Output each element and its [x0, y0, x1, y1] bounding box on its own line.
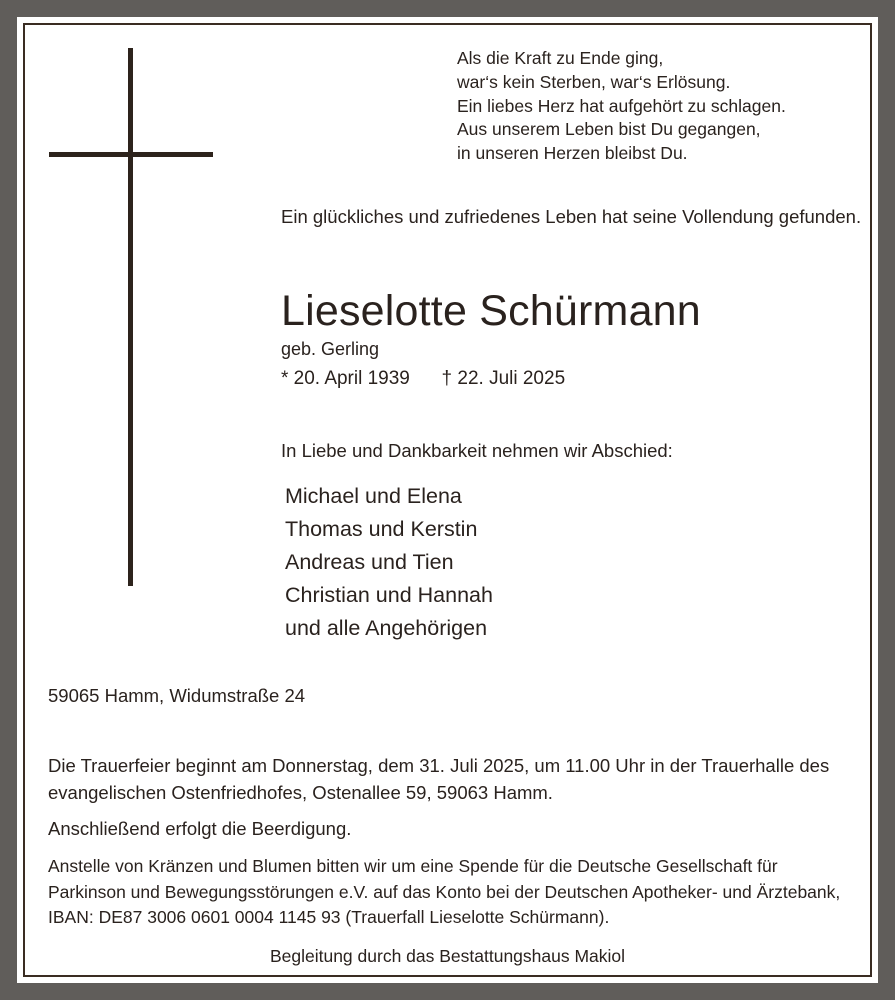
life-dates: * 20. April 1939 † 22. Juli 2025 [281, 368, 566, 389]
poem-line: in unseren Herzen bleibst Du. [457, 143, 688, 164]
cross-horizontal-bar [49, 152, 213, 157]
burial-note: Anschließend erfolgt die Beerdigung. [48, 818, 352, 839]
deceased-block [281, 286, 881, 392]
mourners-intro: In Liebe und Dankbarkeit nehmen wir Abschied: [281, 440, 673, 461]
intro-text: Ein glückliches und zufriedenes Leben hat seine Vollendung gefunden. [281, 206, 862, 227]
notice-border-frame [23, 23, 872, 977]
poem-line: Als die Kraft zu Ende ging, [457, 48, 664, 68]
list-item: Andreas und Tien [285, 550, 454, 574]
list-item: Thomas und Kerstin [285, 517, 478, 541]
poem-line: Ein liebes Herz hat aufgehört zu schlagen. [457, 95, 786, 116]
poem-line: Aus unserem Leben bist Du gegangen, [457, 119, 761, 140]
poem-line: war‘s kein Sterben, war‘s Erlösung. [457, 71, 731, 92]
list-item: und alle Angehörigen [285, 616, 488, 640]
list-item: Christian und Hannah [285, 583, 493, 607]
service-details: Die Trauerfeier beginnt am Donnerstag, dem 31. Juli 2025, um 11.00 Uhr in der Trauerhalle des evangelischen Ostenfriedhofes, Ostenallee 59, 59063 Hamm. [48, 755, 830, 803]
mourners-list [285, 480, 493, 645]
notice-content [25, 25, 870, 975]
donation-request: Anstelle von Kränzen und Blumen bitten wir um eine Spende für die Deutsche Gesellschaft für Parkinson und Bewegungsstörungen e.V. auf das Konto bei der Deutschen Apotheker- und Ärztebank, IBAN: DE87 3006 0601 0004 1145 93 (Trauerfall Lieselotte Schürmann). [48, 856, 841, 927]
cross-icon [49, 48, 249, 618]
family-address: 59065 Hamm, Widumstraße 24 [48, 685, 306, 706]
cross-vertical-bar [128, 48, 133, 586]
funeral-home-credit: Begleitung durch das Bestattungshaus Makiol [269, 946, 626, 966]
deceased-name: Lieselotte Schürmann [281, 287, 701, 335]
list-item: Michael und Elena [285, 484, 462, 508]
notice-white-margin [17, 17, 878, 983]
memorial-poem [457, 47, 786, 166]
maiden-name: geb. Gerling [281, 339, 380, 359]
